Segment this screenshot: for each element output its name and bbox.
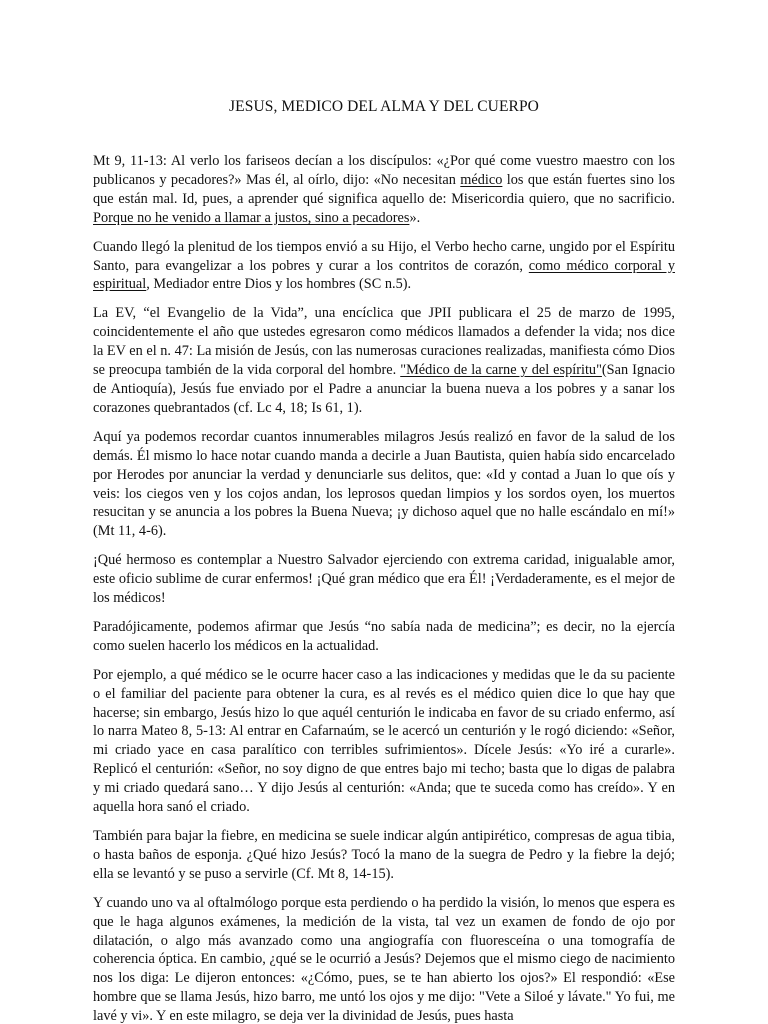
text-run: Aquí ya podemos recordar cuantos innumerables milagros Jesús realizó en favor de la salud de los demás. Él mismo lo hace notar cuando manda a decirle a Juan Bautista, quien había sido encarcelado por Herodes por anunciar la verdad y denunciarle sus delitos, que: «Id y contad a Juan lo que oís y veis: los ciegos ven y los cojos andan, los leprosos quedan limpios y los sordos oyen, los muertos resucitan y se anuncia a los pobres la Buena Nueva; ¡y dichoso aquel que no halle escándalo en mí!» (Mt 11, 4-6). [93, 428, 675, 540]
text-run: los que están fuertes sino los que están mal. Id, pues, a aprender qué significa aquello de: Misericordia quiero, que no sacrificio. [93, 171, 675, 207]
paragraph [93, 152, 675, 228]
paragraph [93, 551, 675, 608]
paragraph [93, 894, 675, 1024]
underlined-text: médico [460, 171, 503, 188]
text-run: La EV, “el Evangelio de la Vida”, una encíclica que JPII publicara el 25 de marzo de 1995, coincidentemente el año que ustedes egresaron como médicos llamados a defender la vida; nos dice la EV en el n. 47: La misión de Jesús, con las numerosas curaciones realizadas, manifiesta cómo Dios se preocupa también de la vida corporal del hombre. [93, 305, 675, 379]
text-run: Mt 9, 11-13: Al verlo los fariseos decían a los discípulos: «¿Por qué come vuestro maestro con los publicanos y pecadores?» Mas él, al oírlo, dijo: «No necesitan [93, 153, 675, 188]
text-run: Paradójicamente, podemos afirmar que Jesús “no sabía nada de medicina”; es decir, no la ejercía como suelen hacerlo los médicos en la actualidad. [93, 618, 675, 654]
text-run: También para bajar la fiebre, en medicina se suele indicar algún antipirético, compresas de agua tibia, o hasta baños de esponja. ¿Qué hizo Jesús? Tocó la mano de la suegra de Pedro y la fiebre la dejó; ella se levantó y se puso a servirle (Cf. Mt 8, 14-15). [93, 828, 675, 882]
paragraph [93, 428, 675, 541]
text-run: Y cuando uno va al oftalmólogo porque esta perdiendo o ha perdido la visión, lo menos que espera es que le haga algunos exámenes, la medición de la vista, tal vez un examen de fondo de ojo por dilatación, o algo más avanzado como una angiografía con fluoresceína o una tomografía de coherencia óptica. En cambio, ¿qué se le ocurrió a Jesús? Dejemos que el mismo ciego de nacimiento nos los diga: Le dijeron entonces: «¿Cómo, pues, se te han abierto los ojos?» El respondió: «Ese hombre que se llama Jesús, hizo barro, me untó los ojos y me dijo: "Vete a Siloé y lávate." Yo fui, me lavé y vi». Y en este milagro, se deja ver la divinidad de Jesús, pues hasta [93, 894, 675, 1024]
text-run: ». [409, 209, 421, 226]
underlined-text: "Médico de la carne y del espíritu" [400, 362, 602, 379]
paragraph [93, 666, 675, 817]
text-run: , Mediador entre Dios y los hombres (SC n.5). [146, 276, 412, 293]
paragraph [93, 238, 675, 295]
document-body [93, 152, 675, 1024]
text-run: Cuando llegó la plenitud de los tiempos envió a su Hijo, el Verbo hecho carne, ungido por el Espíritu Santo, para evangelizar a los pobres y curar a los contritos de corazón, [93, 238, 675, 274]
paragraph [93, 827, 675, 884]
underlined-text: como médico corporal y espiritual [93, 257, 675, 293]
paragraph [93, 618, 675, 656]
paragraph [93, 304, 675, 417]
document-title: JESUS, MEDICO DEL ALMA Y DEL CUERPO [229, 98, 539, 115]
text-run: Por ejemplo, a qué médico se le ocurre hacer caso a las indicaciones y medidas que le da su paciente o el familiar del paciente para obtener la cura, es al revés es el médico quien dice lo que hay que hacerse; sin embargo, Jesús hizo lo que aquél centurión le indicaba en favor de su criado enfermo, así lo narra Mateo 8, 5-13: Al entrar en Cafarnaúm, se le acercó un centurión y le rogó diciendo: «Señor, mi criado yace en casa paralítico con terribles sufrimientos». Dícele Jesús: «Yo iré a curarle». Replicó el centurión: «Señor, no soy digno de que entres bajo mi techo; basta que lo digas de palabra y mi criado quedará sano… Y dijo Jesús al centurión: «Anda; que te suceda como has creído». Y en aquella hora sanó el criado. [93, 666, 675, 816]
text-run: ¡Qué hermoso es contemplar a Nuestro Salvador ejerciendo con extrema caridad, inigualable amor, este oficio sublime de curar enfermos! ¡Qué gran médico que era Él! ¡Verdaderamente, es el mejor de los médicos! [93, 552, 675, 607]
underlined-text: Porque no he venido a llamar a justos, sino a pecadores [93, 209, 410, 226]
text-run: (San Ignacio de Antioquía), Jesús fue enviado por el Padre a anunciar la buena nueva a los pobres y a sanar los corazones quebrantados (cf. Lc 4, 18; Is 61, 1). [93, 362, 675, 416]
